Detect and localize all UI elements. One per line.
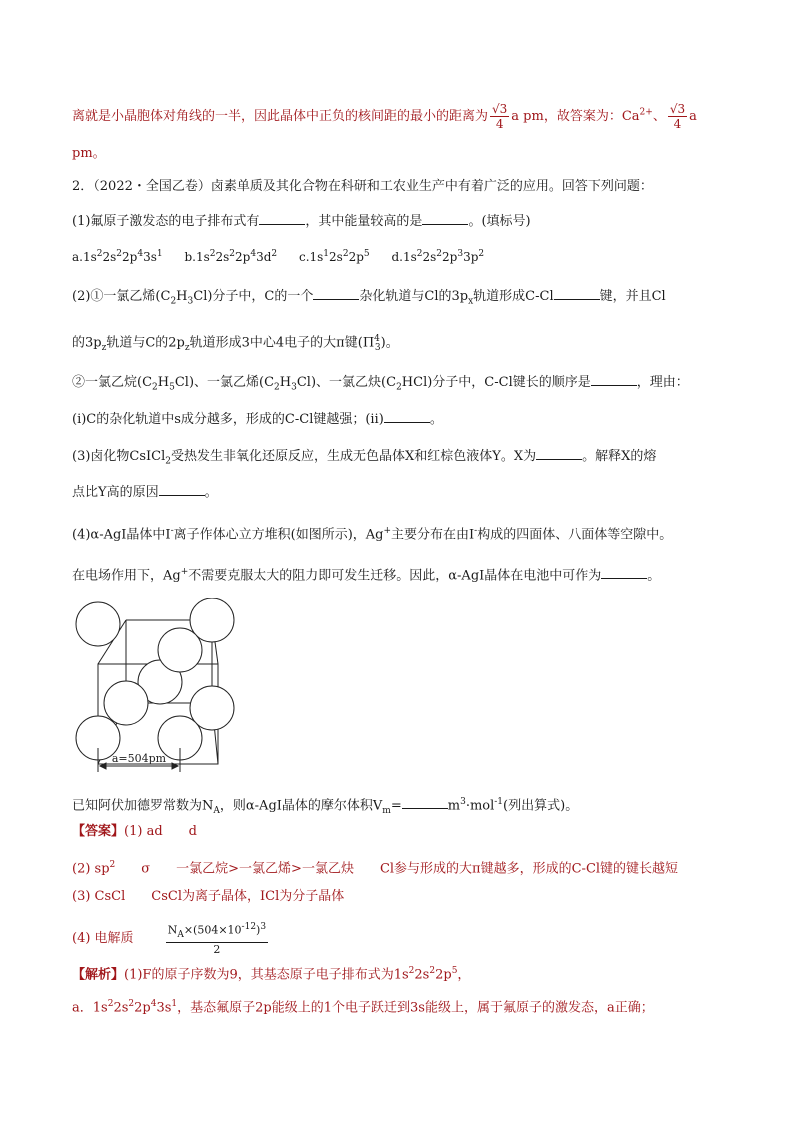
q2-line-2: 的$3p_z$轨道与C的$2p_z$轨道形成3中心4电子的大π键$(\Pi^4_3)$。 xyxy=(72,334,399,353)
prev-line-2: pm。 xyxy=(72,146,106,161)
atom-back-bottom-left xyxy=(104,681,148,725)
q4-line-1: (4)α-AgI晶体中I-离子作体心立方堆积(如图所示)，Ag+主要分布在由I-构成的四面体、八面体等空隙中。 xyxy=(72,526,673,543)
q1-text: (1)氟原子激发态的电子排布式有 ，其中能量较高的是 。(填标号) xyxy=(72,214,531,229)
analysis-line-1: 【解析】(1)F的原子序数为9，其基态原子电子排布式为$1s^22s^22p^5$， xyxy=(72,966,471,983)
option-b: $b.1s^22s^22p^43d^2$ xyxy=(184,249,278,264)
q3-line-2: 点比Y高的原因 。 xyxy=(72,485,218,500)
option-d: $d.1s^22s^22p^33p^2$ xyxy=(391,249,485,264)
atom-front-top-right xyxy=(158,628,202,672)
q2-line-4: (ⅰ)C的杂化轨道中s成分越多，形成的C-Cl键越强；(ⅱ) 。 xyxy=(72,412,443,427)
q4-line-2: 在电场作用下，Ag+不需要克服太大的阻力即可发生迁移。因此，α-AgI晶体在电池中可作为 。 xyxy=(72,567,661,584)
answer-line-3: (3) CsCl CsCl为离子晶体，ICl为分子晶体 xyxy=(72,889,345,904)
q2-line-1: (2)①一氯乙烯$(C_2H_3Cl)$分子中，C的一个 杂化轨道与Cl的$3p_x$轨道形成C-Cl 键，并且Cl xyxy=(72,289,666,307)
answer-line-4: (4) 电解质 $\frac{N_A\times(504\times 10^{-12})^3}{2}$ xyxy=(72,922,267,956)
dimension-label: a=504pm xyxy=(111,752,167,765)
q1-options xyxy=(72,245,730,266)
question-header: 2．（2022・全国乙卷）卤素单质及其化合物在科研和工农业生产中有着广泛的应用。回答下列问题： xyxy=(72,179,653,194)
q2-line-3: ②一氯乙烷$(C_2H_5Cl)$、一氯乙烯$(C_2H_3Cl)$、一氯乙炔$(C_2HCl)$分子中，C-Cl键长的顺序是 ，理由： xyxy=(72,375,689,393)
molar-volume-formula: $\frac{N_A\times(504\times 10^{-12})^3}{2}$ xyxy=(167,922,267,956)
analysis-line-2: a．$1s^22s^22p^43s^1$，基态氟原子2p能级上的1个电子跃迁到3s能级上，属于氟原子的激发态，a正确； xyxy=(72,999,654,1016)
option-a: $a.1s^22s^22p^43s^1$ xyxy=(72,249,163,264)
prev-line-1: 离就是小晶胞体对角线的一半，因此晶体中正负的核间距的最小的距离为 $\frac{√3}{4}$ a pm，故答案为：$Ca^{2+}$、 $\frac{√3}{4}$ a xyxy=(72,102,697,131)
option-c: $c.1s^12s^22p^5$ xyxy=(298,249,370,264)
bcc-unit-cell-figure xyxy=(72,598,242,778)
q3-line-1: (3)卤化物CsICl$_2$受热发生非氧化还原反应，生成无色晶体X和红棕色液体Y。X为 。解释X的熔 xyxy=(72,449,657,467)
answer-line-1: 【答案】(1) ad d xyxy=(72,824,197,839)
atom-back-top-left xyxy=(76,602,120,646)
answer-line-2: (2) $sp^2$ σ 一氯乙烷>一氯乙烯>一氯乙炔 Cl参与形成的大π键越多，形成的C-Cl键的键长越短 xyxy=(72,860,679,877)
q4-line-3: 已知阿伏加德罗常数为$N_A$，则α-AgI晶体的摩尔体积$V_m= m^3\cdot mol^{-1}$(列出算式)。 xyxy=(72,797,579,816)
